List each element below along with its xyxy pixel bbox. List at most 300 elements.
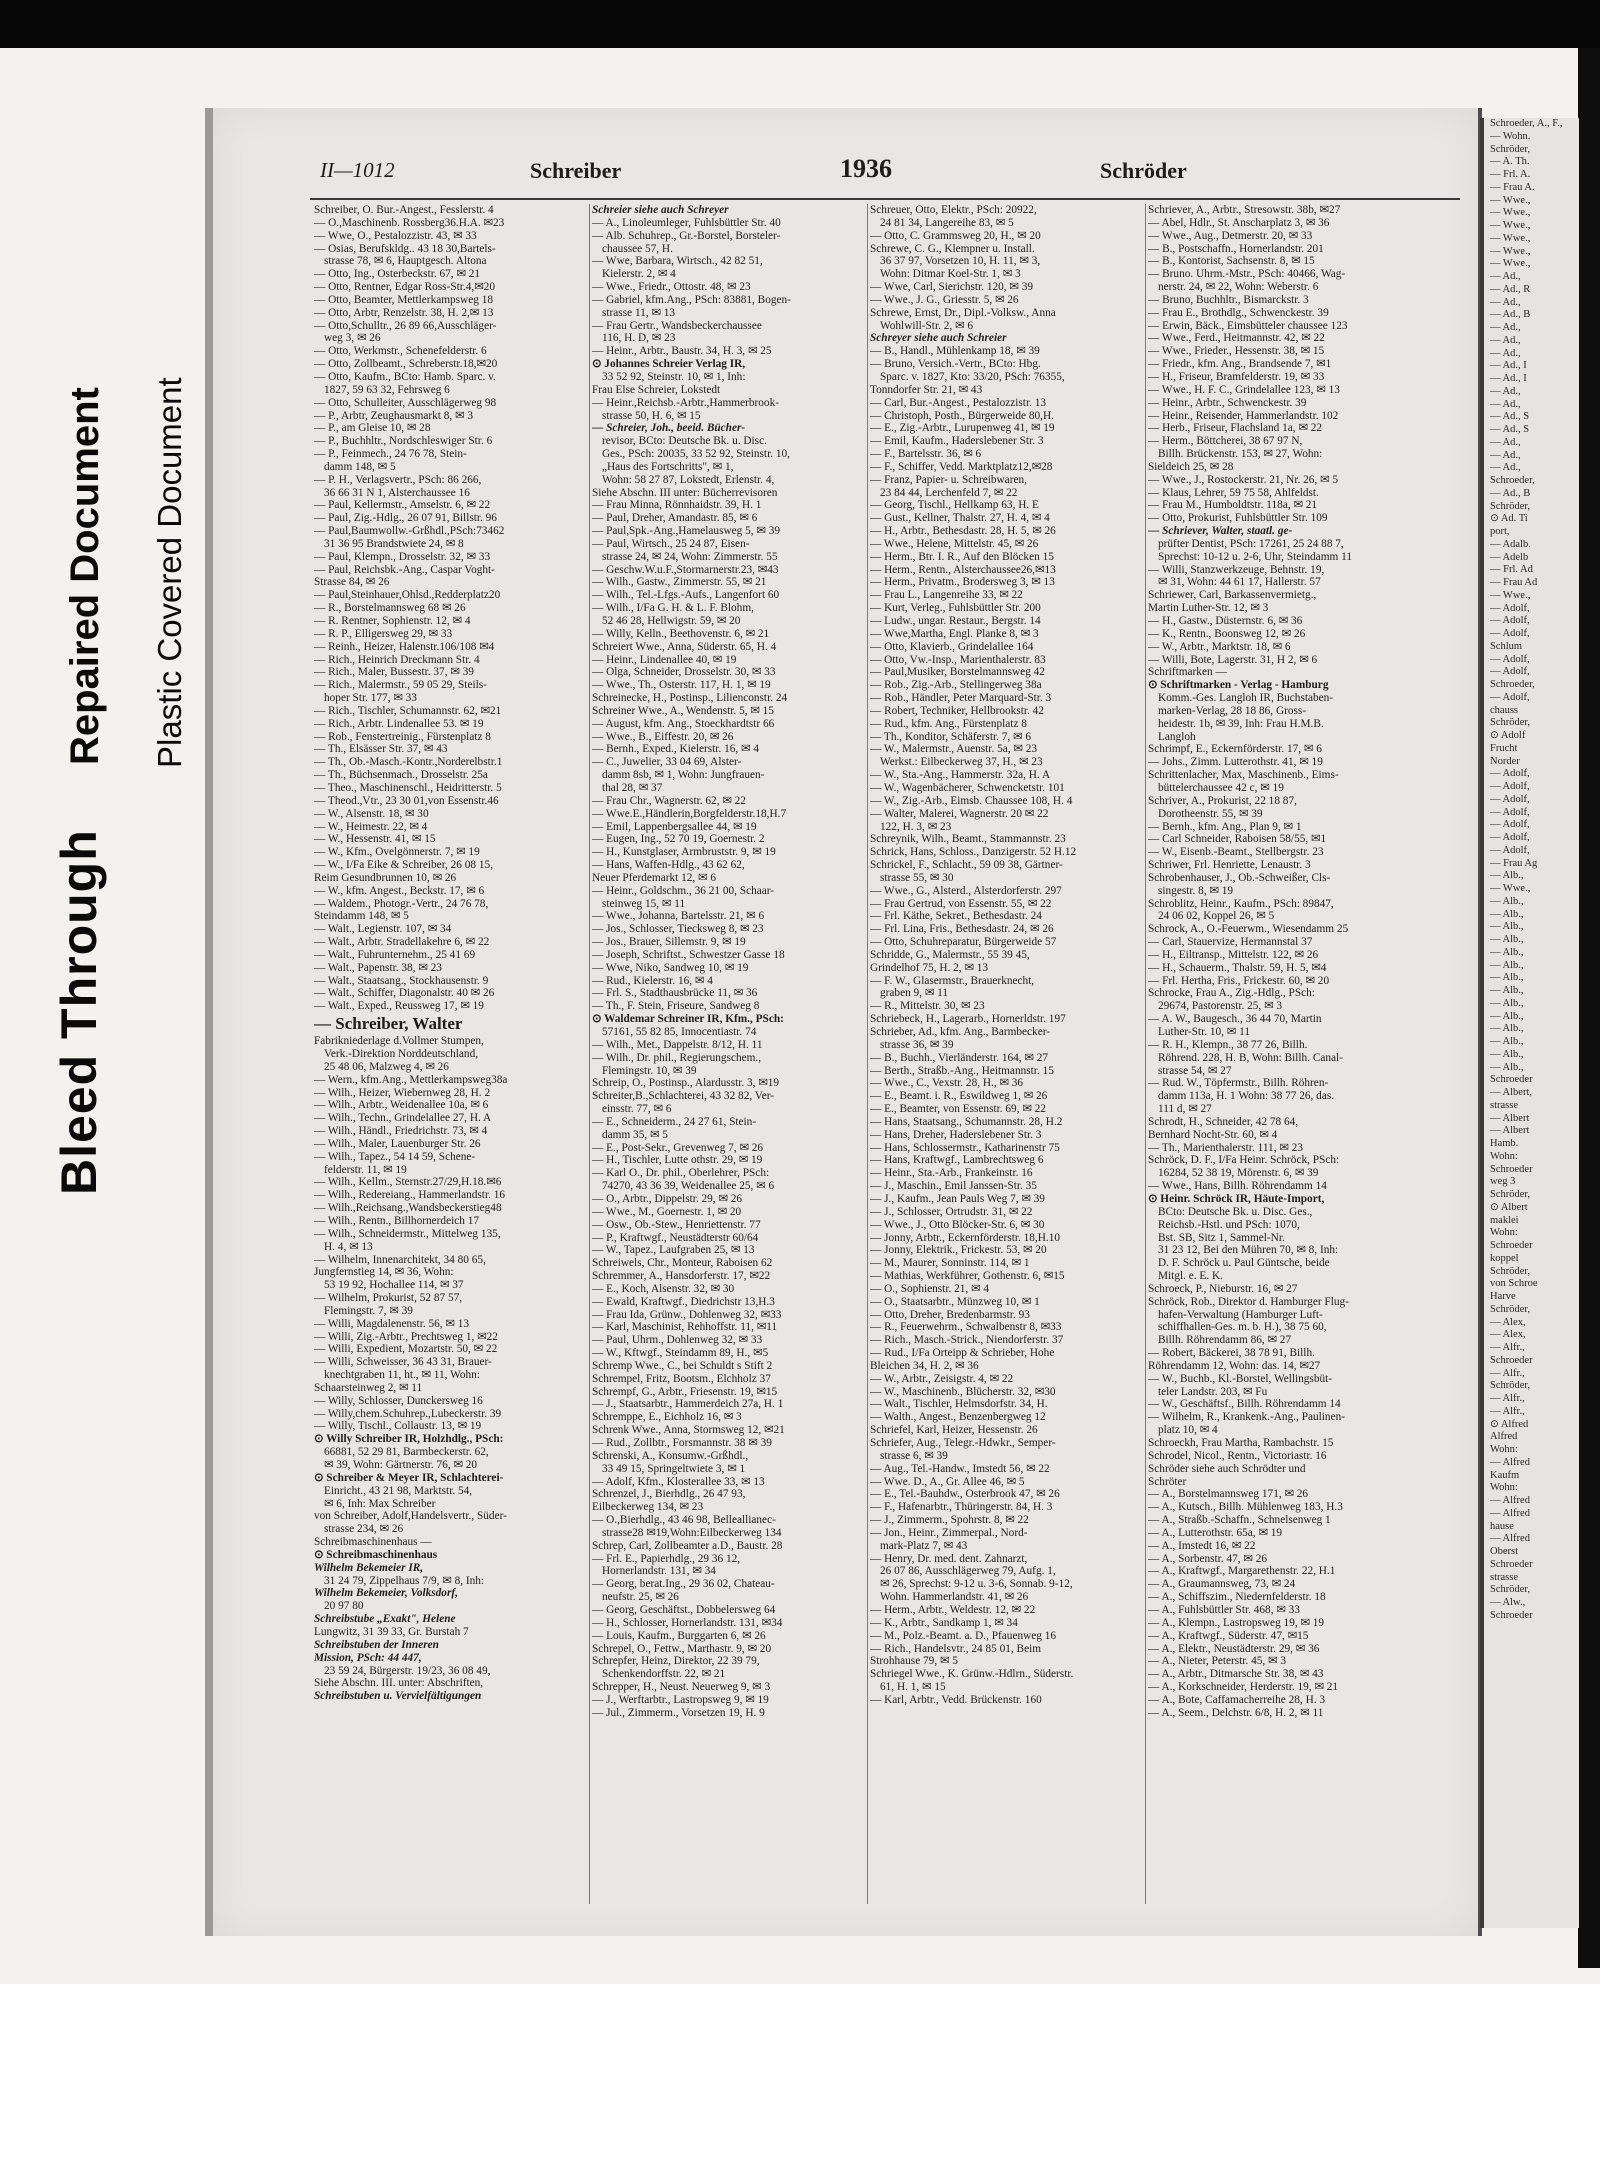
- directory-entry-line: ✉ 31, Wohn: 44 61 17, Hallerstr. 57: [1158, 576, 1321, 589]
- directory-entry-line: — A., Korkschneider, Herderstr. 19, ✉ 21: [1148, 1681, 1339, 1694]
- neighbor-page-line: — Alb.,: [1490, 921, 1524, 933]
- directory-entry-line: Schriefer, Aug., Telegr.-Hdwkr., Semper-: [870, 1437, 1056, 1449]
- directory-entry-line: Reim Gesundbrunnen 10, ✉ 26: [314, 871, 457, 884]
- directory-entry-line: Sprechst: 10-12 u. 2-6, Uhr, Steindamm 11: [1158, 550, 1352, 563]
- directory-entry-line: — Hans, Staatsang., Schumannstr. 28, H.2: [870, 1115, 1063, 1128]
- page-number: II—1012: [320, 158, 395, 182]
- neighbor-page-line: — Adolf,: [1490, 781, 1530, 792]
- directory-entry-line: prüfter Dentist, PSch: 17261, 25 24 88 7,: [1158, 537, 1344, 550]
- directory-entry-line: Schrick, Hans, Schloss., Danzigerstr. 52 H.12: [870, 846, 1077, 859]
- directory-entry-line: — Bruno, Versich.-Vertr., BCto: Hbg.: [870, 358, 1041, 371]
- directory-entry-line: — Robert, Techniker, Hellbrookstr. 42: [870, 704, 1044, 717]
- directory-entry-line: Schreuer, Otto, Elektr., PSch: 20922,: [870, 204, 1037, 216]
- directory-entry-line: felderstr. 11, ✉ 19: [324, 1163, 407, 1176]
- directory-entry-line: — Carl, Stauervize, Hermannstal 37: [1148, 936, 1313, 949]
- directory-entry-line: — Hans, Dreher, Haderslebener Str. 3: [870, 1128, 1042, 1141]
- directory-entry-line: strasse 11, ✉ 13: [602, 306, 676, 319]
- directory-entry-line: — Wwe., Aug., Detmerstr. 20, ✉ 33: [1148, 229, 1313, 242]
- directory-entry-line: Grindelhof 75, H. 2, ✉ 13: [870, 961, 989, 974]
- directory-entry-line: — A., Klempn., Lastropsweg 19, ✉ 19: [1148, 1616, 1325, 1629]
- directory-entry-line: — Bernh., Exped., Kielerstr. 16, ✉ 4: [592, 743, 759, 756]
- directory-entry-line: — P., Arbtr, Zeughausmarkt 8, ✉ 3: [314, 409, 473, 422]
- neighbor-page-line: — Ad.,: [1490, 347, 1521, 359]
- directory-entry-line: — J., Maschin., Emil Janssen-Str. 35: [870, 1180, 1037, 1193]
- directory-entry-line: — Wilh.,Reichsang.,Wandsbeckerstieg48: [314, 1202, 502, 1215]
- directory-entry-line: — Jonny, Arbtr., Eckernförderstr. 18,H.10: [870, 1231, 1061, 1244]
- neighbor-page-line: — Adolf,: [1490, 844, 1530, 856]
- neighbor-page-line: Schroeder,: [1490, 679, 1535, 690]
- neighbor-page-line: hause: [1490, 1520, 1514, 1532]
- directory-entry-line: Fabrikniederlage d.Vollmer Stumpen,: [314, 1035, 484, 1048]
- directory-entry-line: — A., Kraftwgf., Margarethenstr. 22, H.1: [1148, 1565, 1336, 1578]
- directory-entry-line: — Wwe., H. F. C., Grindelallee 123, ✉ 13: [1148, 383, 1340, 396]
- directory-entry-line: — Otto, C. Grammsweg 20, H., ✉ 20: [870, 229, 1041, 242]
- directory-entry-line: — Wwe., Hans, Billh. Röhrendamm 14: [1148, 1180, 1327, 1193]
- neighbor-page-line: Alfred: [1490, 1431, 1518, 1443]
- neighbor-page-line: — Ad.,: [1490, 385, 1521, 397]
- directory-entry-line: — P., Kraftwgf., Neustädterstr 60/64: [592, 1231, 759, 1244]
- directory-entry-line: — Rud. W., Töpfermstr., Billh. Röhren-: [1148, 1077, 1329, 1090]
- neighbor-page-line: Schröder,: [1490, 1584, 1531, 1596]
- neighbor-page-line: — Ad., B: [1490, 487, 1531, 499]
- neighbor-page-line: — A. Th.: [1490, 156, 1530, 168]
- neighbor-page-line: — Alb.,: [1490, 895, 1524, 907]
- directory-entry-line: Schremppe, E., Eichholz 16, ✉ 3: [592, 1411, 742, 1424]
- directory-entry-line: 53 19 92, Hochallee 114, ✉ 37: [324, 1279, 464, 1292]
- directory-entry-line: — F., Schiffer, Vedd. Marktplatz12,✉28: [870, 460, 1053, 473]
- directory-entry-line: — Waldem., Photogr.-Vertr., 24 76 78,: [314, 897, 489, 910]
- directory-entry-line: Schreynik, Wilh., Beamt., Stammannstr. 23: [870, 833, 1066, 846]
- neighbor-page-line: Schröder,: [1490, 1380, 1531, 1392]
- directory-entry-line: — Walt., Papenstr. 38, ✉ 23: [314, 961, 442, 974]
- directory-entry-line: Schriftmarken —: [1148, 666, 1227, 679]
- neighbor-page-line: port,: [1490, 526, 1510, 537]
- directory-entry-line: — R., Borstelmannsweg 68 ✉ 26: [314, 602, 466, 615]
- directory-entry-line: — Christoph, Posth., Bürgerweide 80,H.: [870, 409, 1054, 422]
- directory-entry-line: — Willi, Bote, Lagerstr. 31, H 2, ✉ 6: [1148, 653, 1318, 666]
- directory-entry-line: — Hans, Waffen-Hdlg., 43 62 62,: [592, 859, 745, 872]
- directory-entry-line: ✉ 26, Sprechst: 9-12 u. 3-6, Sonnab. 9-12,: [880, 1578, 1073, 1591]
- neighbor-page-line: Frucht: [1490, 742, 1518, 754]
- header-left-word: Schreiber: [530, 158, 622, 183]
- neighbor-page-line: — Frau A.: [1490, 181, 1535, 193]
- directory-entry-line: — Th., Konditor, Schäferstr. 7, ✉ 6: [870, 730, 1031, 743]
- directory-entry-line: — A., Lutterothstr. 65a, ✉ 19: [1148, 1526, 1283, 1539]
- neighbor-page-line: — Alb.,: [1490, 1010, 1524, 1022]
- directory-entry-line: revisor, BCto: Deutsche Bk. u. Disc.: [602, 435, 767, 448]
- directory-entry-line: — A., Seem., Delchstr. 6/8, H. 2, ✉ 11: [1148, 1706, 1324, 1719]
- directory-entry-line: — Th., Elsässer Str. 37, ✉ 43: [314, 743, 448, 756]
- directory-entry-line: 52 46 28, Hellwigstr. 59, ✉ 20: [602, 615, 741, 627]
- directory-entry-line: — Wwe., J., Otto Blöcker-Str. 6, ✉ 30: [870, 1218, 1045, 1231]
- directory-entry-line: — Herm., Arbtr., Weldestr. 12, ✉ 22: [870, 1603, 1036, 1616]
- directory-entry-line: — F. W., Glasermstr., Brauerknecht,: [870, 974, 1035, 987]
- directory-entry-line: Schröder siehe auch Schrödter und: [1148, 1462, 1306, 1475]
- directory-entry-line: — Rob., Händler, Peter Marquard-Str. 3: [870, 692, 1052, 705]
- directory-entry-line: — Abel, Hdlr., St. Anscharplatz 3, ✉ 36: [1148, 216, 1330, 229]
- directory-entry-line: 16284, 52 38 19, Mörenstr. 6, ✉ 39: [1158, 1167, 1319, 1180]
- neighbor-page-line: — Frau Ad: [1490, 577, 1538, 588]
- directory-entry-line: — P., Buchhltr., Nordschleswiger Str. 6: [314, 435, 493, 448]
- directory-entry-line: Strasse 84, ✉ 26: [314, 576, 390, 589]
- directory-entry-line: — R., Feuerwehrm., Schwalbenstr 8, ✉33: [870, 1321, 1062, 1334]
- label-bleed-through: Bleed Through: [51, 829, 107, 1195]
- directory-entry-line: — Otto, Vw.-Insp., Marienthalerstr. 83: [870, 653, 1046, 666]
- neighbor-page-line: Kaufm: [1490, 1469, 1520, 1481]
- neighbor-page-line: — Adolf,: [1490, 628, 1530, 639]
- directory-entry-line: 24 06 02, Koppel 26, ✉ 5: [1158, 910, 1275, 923]
- directory-entry-line: — Willy, Schlosser, Dunckersweg 16: [314, 1394, 483, 1407]
- directory-entry-line: Schrocke, Frau A., Zig.-Hdlg., PSch:: [1148, 987, 1315, 1000]
- directory-entry-line: — W., Hessenstr. 41, ✉ 15: [314, 833, 436, 846]
- directory-entry-line: — Aug., Tel.-Handw., Imstedt 56, ✉ 22: [870, 1462, 1050, 1475]
- directory-entry-line: — W., Wagenbächerer, Schwencketstr. 101: [870, 781, 1065, 794]
- directory-entry-line: — O., Sophienstr. 21, ✉ 4: [870, 1282, 989, 1295]
- directory-entry-line: 33 52 92, Steinstr. 10, ✉ 1, Inh:: [602, 370, 746, 383]
- directory-entry-line: — Frl. E., Papierhdlg., 29 36 12,: [592, 1552, 741, 1565]
- neighbor-page-line: chauss: [1490, 704, 1518, 716]
- directory-entry-line: 31 36 95 Brandstwiete 24, ✉ 8: [324, 537, 464, 550]
- neighbor-page-line: — Ad., B: [1490, 309, 1531, 321]
- directory-entry-line: 36 66 31 N 1, Alsterchaussee 16: [324, 486, 470, 499]
- directory-entry-line: — Wwe, Carl, Sierichstr. 120, ✉ 39: [870, 281, 1033, 294]
- directory-entry-line: chaussee 57, H.: [602, 242, 673, 255]
- directory-entry-line: — B., Kontorist, Sachsenstr. 8, ✉ 15: [1148, 255, 1315, 268]
- directory-entry-line: — Walt., Legienstr. 107, ✉ 34: [314, 923, 452, 936]
- neighbor-page-line: — Ad., I: [1490, 373, 1527, 384]
- directory-entry-line: — E., Beamt. i. R., Eswildweg 1, ✉ 26: [870, 1090, 1048, 1103]
- directory-entry-line: — Osw., Ob.-Stew., Henriettenstr. 77: [592, 1218, 761, 1231]
- directory-entry-line: — Wilh., Händl., Friedrichstr. 73, ✉ 4: [314, 1125, 488, 1138]
- neighbor-page-line: — Ad.,: [1490, 398, 1521, 410]
- directory-entry-line: — Otto, Prokurist, Fuhlsbüttler Str. 109: [1148, 512, 1328, 525]
- directory-entry-line: — Frau Gertr., Wandsbeckerchaussee: [592, 319, 762, 332]
- directory-entry-line: — Rich., Heinrich Dreckmann Str. 4: [314, 653, 480, 666]
- directory-entry-line: — A. W., Baugesch., 36 44 70, Martin: [1148, 1013, 1322, 1026]
- directory-entry-line: — K., Rentn., Boonsweg 12, ✉ 26: [1148, 627, 1306, 640]
- neighbor-page-line: — Alfred: [1490, 1507, 1530, 1519]
- directory-entry-line: — Ludw., ungar. Restaur., Bergstr. 14: [870, 615, 1041, 627]
- directory-entry-line: Schrieber, Ad., kfm. Ang., Barmbecker-: [870, 1026, 1051, 1038]
- directory-entry-line: — Schreier, Joh., beeid. Bücher-: [592, 422, 746, 435]
- neighbor-page-line: Wohn:: [1490, 1444, 1518, 1455]
- directory-entry-line: 36 37 97, Vorsetzen 10, H. 11, ✉ 3,: [880, 255, 1041, 268]
- neighbor-page-line: — Alfred: [1490, 1495, 1530, 1506]
- directory-entry-line: — Willy, Tischl., Collaustr. 13, ✉ 19: [314, 1420, 482, 1433]
- directory-entry-line: — Heinr., Sta.-Arb., Frankeinstr. 16: [870, 1167, 1033, 1180]
- directory-entry-line: — E., Zig.-Arbtr., Lurupenweg 41, ✉ 19: [870, 422, 1055, 435]
- directory-entry-line: strasse 6, ✉ 39: [880, 1449, 948, 1462]
- directory-entry-line: 116, H. D, ✉ 23: [602, 332, 676, 345]
- neighbor-page-line: weg 3: [1490, 1176, 1516, 1188]
- directory-entry-line: einsstr. 77, ✉ 6: [602, 1103, 672, 1116]
- directory-entry-line: — Wilh., Schneidermstr., Mittelweg 135,: [314, 1227, 501, 1240]
- neighbor-page-line: — Frl. A.: [1490, 169, 1531, 180]
- directory-entry-line: — Hans, Kraftwgf., Lambrechtsweg 6: [870, 1154, 1044, 1167]
- directory-entry-line: Schreibstuben der Inneren: [314, 1638, 439, 1651]
- neighbor-page-line: — Ad.,: [1490, 296, 1521, 308]
- directory-entry-line: — A., Sorbenstr. 47, ✉ 26: [1148, 1552, 1267, 1565]
- directory-entry-line: Werkst.: Eilbeckerweg 37, H., ✉ 23: [880, 756, 1043, 769]
- directory-entry-line: strasse 54, ✉ 27: [1158, 1064, 1232, 1077]
- directory-entry-line: Jungfernstieg 14, ✉ 36, Wohn:: [314, 1266, 454, 1279]
- directory-entry-line: Dorotheenstr. 55, ✉ 39: [1158, 807, 1263, 820]
- directory-entry-line: — Willy,chem.Schuhrep.,Lubeckerstr. 39: [314, 1407, 502, 1420]
- directory-entry-line: — Georg, Tischl., Hellkamp 63, H. E: [870, 499, 1039, 512]
- neighbor-page-line: — Alex,: [1490, 1316, 1526, 1328]
- neighbor-page-line: — Ad.,: [1490, 436, 1521, 448]
- neighbor-page-line: — Albert,: [1490, 1087, 1532, 1098]
- directory-entry-line: — Paul, Klempn., Drosselstr. 32, ✉ 33: [314, 550, 491, 563]
- directory-entry-line: — Wilh., Kellm., Sternstr.27/29,H.18.✉6: [314, 1176, 502, 1189]
- neighbor-page-line: strasse: [1490, 1571, 1518, 1583]
- directory-entry-line: — R. P., Elligersweg 29, ✉ 33: [314, 627, 453, 640]
- directory-entry-line: — A., Fuhlsbüttler Str. 468, ✉ 33: [1148, 1603, 1300, 1616]
- directory-entry-line: — H., Kunstglaser, Armbruststr. 9, ✉ 19: [592, 846, 776, 859]
- neighbor-page-line: Wohn:: [1490, 1150, 1518, 1162]
- neighbor-page-line: — Alfr.,: [1490, 1367, 1525, 1379]
- directory-entry-line: — Carl Schneider, Raboisen 58/55, ✉1: [1148, 833, 1327, 846]
- directory-entry-line: — Frl. Käthe, Sekret., Bethesdastr. 24: [870, 910, 1042, 923]
- neighbor-page-line: — Albert: [1490, 1112, 1530, 1124]
- directory-entry-line: nerstr. 24, ✉ 22, Wohn: Weberstr. 6: [1158, 281, 1319, 294]
- directory-entry-line: — J., Staatsarbtr., Hammerdeich 27a, H. 1: [592, 1398, 784, 1411]
- directory-entry-line: 66881, 52 29 81, Barmbeckerstr. 62,: [324, 1446, 489, 1459]
- directory-entry-line: Schroblitz, Heinr., Kaufm., PSch: 89847,: [1148, 897, 1334, 910]
- directory-entry-line: — Otto, Schulleiter, Ausschlägerweg 98: [314, 396, 497, 409]
- directory-entry-line: — Otto, Zollbeamt., Schreberstr.18,✉20: [314, 358, 498, 371]
- directory-column-4: [1148, 204, 1422, 1720]
- directory-entry-line: Schrewe, Ernst, Dr., Dipl.-Volksw., Anna: [870, 306, 1056, 319]
- neighbor-page-line: Wohn:: [1490, 1482, 1518, 1494]
- neighbor-page-line: — Alfr.,: [1490, 1342, 1525, 1353]
- directory-entry-line: — A., Borstelmannsweg 171, ✉ 26: [1148, 1488, 1309, 1501]
- directory-entry-line: — J., Kaufm., Jean Pauls Weg 7, ✉ 39: [870, 1192, 1045, 1205]
- neighbor-page-line: — Adolf,: [1490, 819, 1530, 831]
- directory-entry-line: teler Landstr. 203, ✉ Fu: [1158, 1385, 1268, 1398]
- neighbor-page-line: ⊙ Albert: [1490, 1201, 1528, 1213]
- directory-entry-line: — Wwe., Helene, Mittelstr. 45, ✉ 26: [870, 537, 1039, 550]
- directory-entry-line: — Wwe, Barbara, Wirtsch., 42 82 51,: [592, 255, 763, 268]
- directory-entry-line: Schrenski, A., Konsumw.-Grßhdl.,: [592, 1449, 749, 1462]
- neighbor-page-line: — Ad.,: [1490, 322, 1521, 333]
- directory-entry-line: Tonndorfer Str. 21, ✉ 43: [870, 383, 983, 396]
- directory-entry-line: — W., Tapez., Laufgraben 25, ✉ 13: [592, 1244, 755, 1257]
- directory-entry-line: — R., Mittelstr. 30, ✉ 23: [870, 1000, 985, 1013]
- directory-entry-line: Schreiner Wwe., A., Wendenstr. 5, ✉ 15: [592, 704, 774, 717]
- directory-entry-line: Reichsb.-Hstl. und PSch: 1070,: [1158, 1218, 1300, 1231]
- neighbor-page-line: Schroeder: [1490, 1558, 1533, 1570]
- directory-entry-line: — Emil, Kaufm., Haderslebener Str. 3: [870, 435, 1044, 448]
- directory-entry-line: 1827, 59 63 32, Fehrsweg 6: [324, 383, 450, 396]
- directory-entry-line: — Georg, berat.Ing., 29 36 02, Chateau-: [592, 1578, 775, 1591]
- neighbor-page-line: von Schroe: [1490, 1278, 1538, 1290]
- neighbor-page-line: — Wwe.,: [1490, 589, 1531, 601]
- directory-entry-line: — Wwe., B., Eiffestr. 20, ✉ 26: [592, 730, 734, 743]
- directory-entry-line: Wilhelm Bekemeier IR,: [314, 1561, 424, 1574]
- directory-entry-line: — Georg, Geschäftst., Dobbelersweg 64: [592, 1603, 776, 1616]
- directory-entry-line: — Heinr., Goldschm., 36 21 00, Schaar-: [592, 884, 775, 897]
- directory-entry-line: — Frl. Lina, Fris., Bethesdastr. 24, ✉ 26: [870, 923, 1054, 936]
- directory-entry-line: Bleichen 34, H. 2, ✉ 36: [870, 1359, 979, 1372]
- directory-entry-line: — Frau Ida, Grünw., Dohlenweg 32, ✉33: [592, 1308, 782, 1321]
- directory-entry-line: — Jul., Zimmerm., Vorsetzen 19, H. 9: [592, 1706, 765, 1719]
- directory-entry-line: — Rich., Handelsvtr., 24 85 01, Beim: [870, 1642, 1042, 1655]
- neighbor-page-line: Schroeder: [1490, 1074, 1533, 1086]
- neighbor-page-line: Harve: [1490, 1291, 1516, 1302]
- directory-entry-line: — A., Elektr., Neustädterstr. 29, ✉ 36: [1148, 1642, 1320, 1655]
- directory-entry-line: strasse 50, H. 6, ✉ 15: [602, 409, 701, 422]
- directory-entry-line: — Rud., Zollbtr., Forsmannstr. 38 ✉ 39: [592, 1437, 772, 1449]
- directory-entry-line: Mission, PSch: 44 447,: [314, 1651, 422, 1664]
- directory-entry-line: — H., Tischler, Lutte othstr. 29, ✉ 19: [592, 1154, 763, 1167]
- neighbor-page-line: Norder: [1490, 755, 1520, 767]
- neighbor-page-line: Schröder,: [1490, 500, 1531, 512]
- directory-entry-line: Schreiert Wwe., Anna, Süderstr. 65, H. 4: [592, 640, 777, 653]
- directory-entry-line: Schaarsteinweg 2, ✉ 11: [314, 1381, 423, 1394]
- directory-entry-line: — Rud., Kielerstr. 16, ✉ 4: [592, 974, 713, 987]
- directory-entry-line: — W., Geschäftsf., Billh. Röhrendamm 14: [1148, 1398, 1341, 1411]
- directory-entry-line: 26 07 86, Ausschlägerweg 79, Aufg. 1,: [880, 1565, 1056, 1578]
- neighbor-page-line: — Alb.,: [1490, 972, 1524, 984]
- directory-entry-line: — W., Kftwgf., Steindamm 89, H., ✉5: [592, 1347, 769, 1360]
- neighbor-page-line: — Alex,: [1490, 1329, 1526, 1341]
- directory-entry-line: Schreibmaschinenhaus —: [314, 1536, 432, 1549]
- directory-entry-line: steinweg 15, ✉ 11: [602, 897, 686, 910]
- directory-entry-line: — Theod.,Vtr., 23 30 01,von Essenstr.46: [314, 794, 499, 807]
- directory-entry-line: Wohn: Ditmar Koel-Str. 1, ✉ 3: [880, 268, 1021, 281]
- directory-entry-line: — Jonny, Elektrik., Frickestr. 53, ✉ 20: [870, 1244, 1047, 1257]
- directory-entry-line: — W., Heimestr. 22, ✉ 4: [314, 820, 428, 833]
- neighbor-page-line: Schröder,: [1490, 1189, 1531, 1200]
- directory-entry-line: — Adolf, Kfm., Klosterallee 33, ✉ 13: [592, 1475, 765, 1488]
- directory-entry-line: — Hans, Schlossermstr., Katharinenstr 75: [870, 1141, 1060, 1154]
- directory-entry-line: — Willi, Stanzwerkzeuge, Behnstr. 19,: [1148, 563, 1325, 576]
- directory-entry-line: — E., Post-Sekr., Grevenweg 7, ✉ 26: [592, 1141, 764, 1154]
- directory-entry-line: — Karl, Maschinist, Rehhoffstr. 11, ✉11: [592, 1321, 778, 1334]
- directory-entry-line: Schriewer, Carl, Barkassenvermietg.,: [1148, 589, 1317, 602]
- label-plastic-covered: Plastic Covered Document: [151, 377, 188, 768]
- directory-entry-line: 25 48 06, Malzweg 4, ✉ 26: [324, 1060, 449, 1073]
- directory-entry-line: — Wilh., Tapez., 54 14 59, Schene-: [314, 1150, 476, 1163]
- neighbor-page-line: — Frau Ag: [1490, 857, 1538, 869]
- directory-entry-line: — Johs., Zimm. Lutterothstr. 41, ✉ 19: [1148, 756, 1323, 769]
- directory-entry-line: hoper Str. 177, ✉ 33: [324, 692, 417, 705]
- directory-entry-line: — H., Friseur, Bramfelderstr. 19, ✉ 33: [1148, 370, 1325, 383]
- directory-entry-line: — Wilh., Gastw., Zimmerstr. 55, ✉ 21: [592, 576, 767, 589]
- directory-entry-line: ✉ 6, Inh: Max Schreiber: [324, 1497, 436, 1510]
- neighbor-page-line: koppel: [1490, 1252, 1519, 1264]
- directory-entry-line: singestr. 8, ✉ 19: [1158, 884, 1234, 897]
- neighbor-page-line: — Alfr.,: [1490, 1393, 1525, 1404]
- directory-entry-line: — O., Staatsarbtr., Münzweg 10, ✉ 1: [870, 1295, 1040, 1308]
- directory-entry-line: — Bruno, Buchhltr., Bismarckstr. 3: [1148, 293, 1309, 306]
- directory-entry-line: marken-Verlag, 28 18 86, Gross-: [1158, 704, 1307, 717]
- neighbor-page-line: — Albert: [1490, 1125, 1530, 1137]
- directory-entry-line: ⊙ Schreibmaschinenhaus: [314, 1548, 438, 1561]
- directory-entry-line: — E., Schneiderm., 24 27 61, Stein-: [592, 1115, 757, 1128]
- directory-entry-line: — Herm., Btr. I. R., Auf den Blöcken 15: [870, 550, 1054, 563]
- directory-entry-line: — Walt., Schiffer, Diagonalstr. 40 ✉ 26: [314, 987, 495, 1000]
- directory-entry-line: Sieldeich 25, ✉ 28: [1148, 460, 1234, 473]
- directory-entry-line: — W., Maschinenb., Blücherstr. 32, ✉30: [870, 1385, 1056, 1398]
- directory-entry-line: — Rud., I/Fa Orteipp & Schrieber, Hohe: [870, 1347, 1055, 1360]
- directory-entry-line: — K., Arbtr., Sandkamp 1, ✉ 34: [870, 1616, 1018, 1629]
- directory-entry-line: — H., Arbtr., Bethesdastr. 28, H. 5, ✉ 26: [870, 525, 1056, 538]
- directory-entry-line: — H., Schauerm., Thalstr. 59, H. 5, ✉4: [1148, 961, 1327, 974]
- directory-entry-line: Schrenzel, J., Bierhdlg., 26 47 93,: [592, 1488, 746, 1501]
- directory-entry-line: — Wwe., Ferd., Heitmannstr. 42, ✉ 22: [1148, 332, 1325, 345]
- directory-entry-line: Flemingstr. 7, ✉ 39: [324, 1304, 413, 1317]
- directory-entry-line: damm 35, ✉ 5: [602, 1128, 668, 1141]
- directory-entry-line: strasse 55, ✉ 30: [880, 871, 954, 884]
- directory-entry-line: Lungwitz, 31 39 33, Gr. Burstah 7: [314, 1625, 469, 1638]
- neighbor-page-line: ⊙ Alfred: [1490, 1418, 1529, 1430]
- directory-entry-line: — Herm., Privatm., Brodersweg 3, ✉ 13: [870, 576, 1055, 589]
- directory-entry-line: Schriebeck, H., Lagerarb., Hornerldstr. 197: [870, 1013, 1066, 1026]
- directory-entry-line: — Willy, Kelln., Beethovenstr. 6, ✉ 21: [592, 627, 770, 640]
- directory-entry-line: Schenkendorffstr. 22, ✉ 21: [602, 1668, 726, 1681]
- directory-entry-line: — Wwe. D., A., Gr. Allee 46, ✉ 5: [870, 1475, 1025, 1488]
- neighbor-page-line: — Ad.,: [1490, 334, 1521, 346]
- directory-entry-line: Schreiter,B.,Schlachterei, 43 32 82, Ver-: [592, 1090, 775, 1103]
- directory-entry-line: — Frau Chr., Wagnerstr. 62, ✉ 22: [592, 794, 746, 807]
- scanner-border-top: [0, 0, 1600, 48]
- directory-entry-line: Schrempel, Fritz, Bootsm., Elchholz 37: [592, 1372, 771, 1385]
- directory-entry-line: — B., Postschaffn., Hornerlandstr. 201: [1148, 242, 1324, 255]
- directory-entry-line: — Wilh., Redereiang., Hammerlandstr. 16: [314, 1189, 506, 1202]
- directory-entry-line: Einricht., 43 21 98, Marktstr. 54,: [324, 1484, 473, 1497]
- directory-entry-line: — Otto, Ing., Osterbeckstr. 67, ✉ 21: [314, 268, 481, 281]
- directory-entry-line: — Heinr., Lindenallee 40, ✉ 19: [592, 653, 737, 666]
- directory-entry-line: — Wwe., Frieder., Hessenstr. 38, ✉ 15: [1148, 345, 1325, 358]
- directory-entry-line: — Paul,Musiker, Borstelmannsweg 42: [870, 666, 1045, 679]
- directory-entry-line: — R. Rentner, Sophienstr. 12, ✉ 4: [314, 615, 471, 627]
- neighbor-page-line: — Adolf,: [1490, 806, 1530, 818]
- directory-entry-line: — P. H., Verlagsvertr., PSch: 86 266,: [314, 473, 482, 486]
- directory-entry-line: — Willi, Schweisser, 36 43 31, Brauer-: [314, 1356, 492, 1369]
- directory-entry-line: — A., Schiffszim., Niedernfelderstr. 18: [1148, 1591, 1326, 1604]
- neighbor-page-line: ⊙ Ad. Ti: [1490, 513, 1528, 525]
- directory-entry-line: — Rich., Tischler, Schumannstr. 62, ✉21: [314, 704, 502, 717]
- directory-entry-line: Schrenk Wwe., Anna, Stormsweg 12, ✉21: [592, 1424, 785, 1437]
- directory-entry-line: Schridde, G., Malermstr., 55 39 45,: [870, 948, 1030, 961]
- directory-entry-line: — Paul,Spk.-Ang.,Hamelausweg 5, ✉ 39: [592, 525, 780, 538]
- neighbor-page-line: — Wwe.,: [1490, 883, 1531, 894]
- directory-entry-line: — A., Linoleumleger, Fuhlsbüttler Str. 40: [592, 216, 781, 229]
- directory-entry-line: Wohlwill-Str. 2, ✉ 6: [880, 319, 973, 332]
- directory-entry-line: 31 24 79, Zippelhaus 7/9, ✉ 8, Inh:: [324, 1574, 485, 1587]
- directory-entry-line: — Th., Marienthalerstr. 111, ✉ 23: [1148, 1141, 1303, 1154]
- neighbor-page-line: Oberst: [1490, 1546, 1518, 1557]
- directory-entry-line: — Wwe., M., Goernestr. 1, ✉ 20: [592, 1205, 742, 1218]
- directory-entry-line: Schreyer siehe auch Schreier: [870, 332, 1007, 345]
- directory-entry-line: ⊙ Schriftmarken - Verlag - Hamburg: [1148, 679, 1329, 692]
- directory-entry-line: — Rich., Malermstr., 59 05 29, Steils-: [314, 679, 487, 692]
- directory-entry-line: — Wwe., Friedr., Ottostr. 48, ✉ 23: [592, 281, 751, 294]
- neighbor-page-line: Schroeder: [1490, 1240, 1533, 1251]
- directory-entry-line: — A., Imstedt 16, ✉ 22: [1148, 1539, 1256, 1552]
- neighbor-page-line: Schroeder, A., F.,: [1490, 118, 1563, 129]
- directory-entry-line: Billh. Brückenstr. 153, ✉ 27, Wohn:: [1158, 448, 1323, 461]
- directory-entry-line: — F., Hafenarbtr., Thüringerstr. 84, H. 3: [870, 1501, 1053, 1514]
- directory-entry-line: — Osias, Berufskldg.. 43 18 30,Bartels-: [314, 242, 496, 255]
- directory-entry-line: 29674, Pastorenstr. 25, ✉ 3: [1158, 1000, 1283, 1013]
- directory-entry-line: damm 113a, H. 1 Wohn: 38 77 26, das.: [1158, 1090, 1335, 1103]
- directory-entry-line: — Wwe, Niko, Sandweg 10, ✉ 19: [592, 961, 749, 974]
- directory-entry-line: — W., I/Fa Eike & Schreiber, 26 08 15,: [314, 859, 494, 872]
- neighbor-page-line: — Adolf,: [1490, 653, 1530, 665]
